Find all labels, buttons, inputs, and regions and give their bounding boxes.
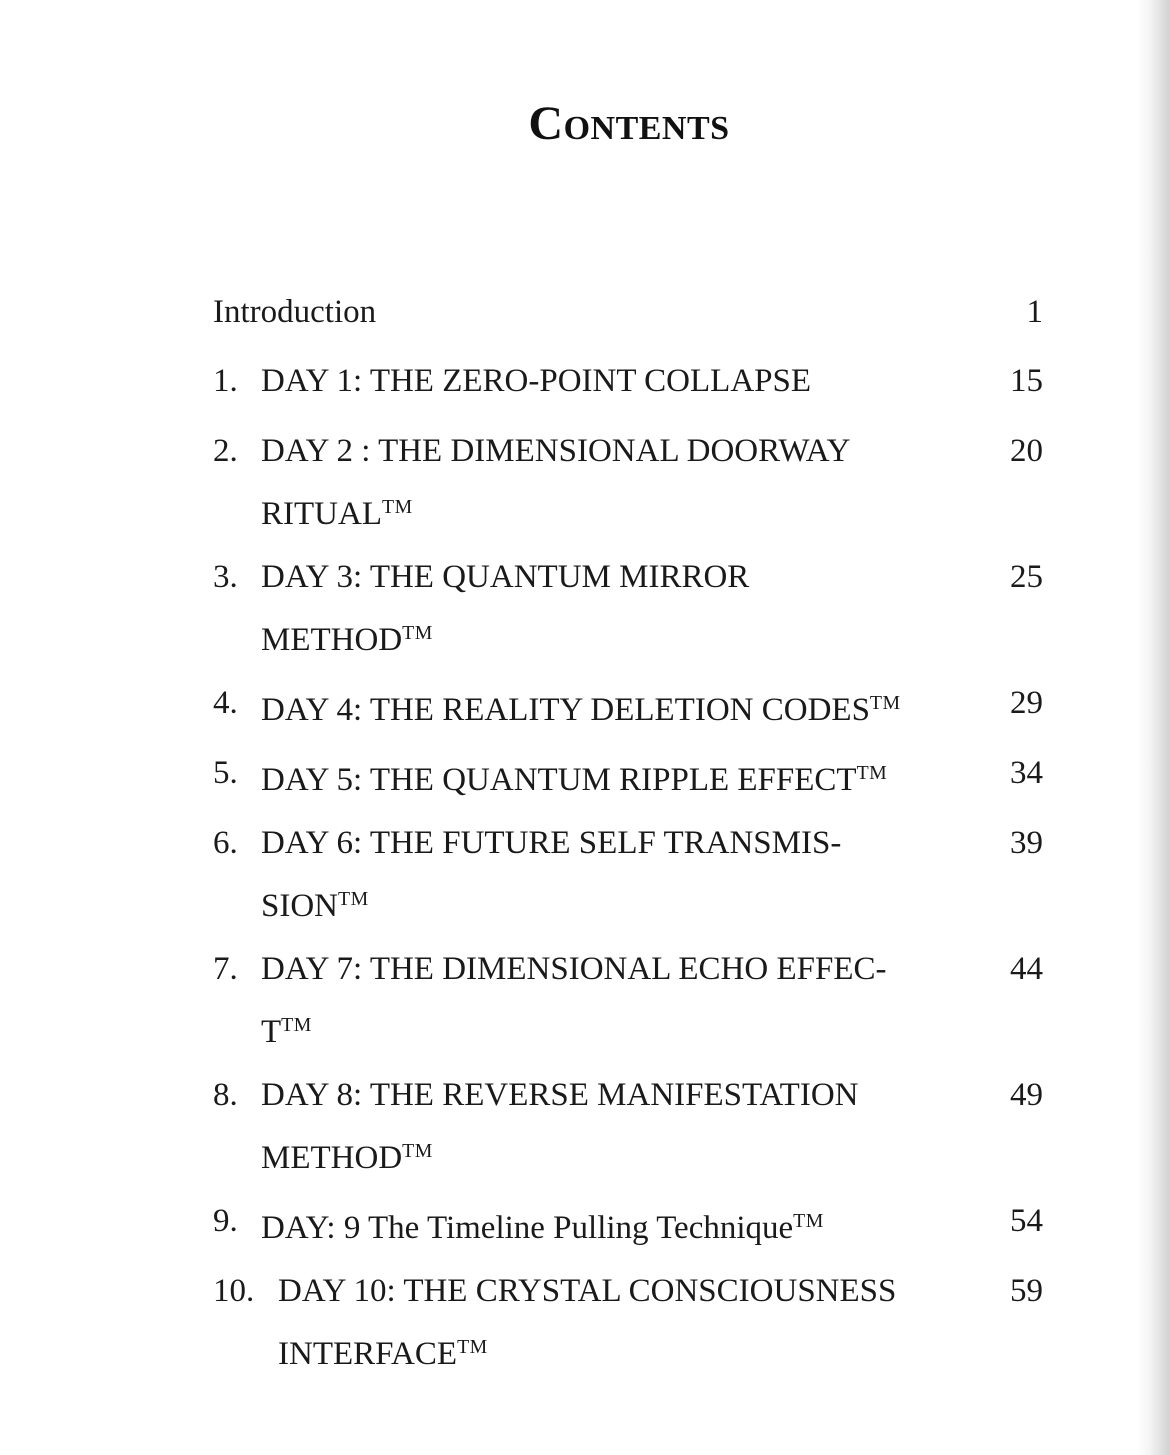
toc-entry-page-number: 25 bbox=[1010, 559, 1043, 595]
toc-entry-page-number: 15 bbox=[1010, 363, 1043, 399]
toc-entry-title: DAY 3: THE QUANTUM MIRROR METHOD™ bbox=[261, 559, 750, 658]
toc-entry-title: Introduction bbox=[213, 294, 377, 330]
toc-entry-number: 5. bbox=[213, 755, 238, 791]
trademark-symbol: TM bbox=[402, 1140, 433, 1162]
toc-entry-page-number: 34 bbox=[1010, 755, 1043, 791]
toc-entry-title: DAY 4: THE REALITY DELETION CODES™ bbox=[261, 691, 901, 728]
trademark-symbol: TM bbox=[869, 692, 901, 714]
toc-entry-title: DAY 10: THE CRYSTAL CONSCIOUSNESS INTERFACE™ bbox=[278, 1273, 897, 1372]
toc-entry-title: DAY 8: THE REVERSE MANIFESTATION METHOD™ bbox=[261, 1077, 859, 1176]
trademark-symbol: TM bbox=[381, 496, 413, 518]
toc-entry-page-number: 39 bbox=[1010, 825, 1043, 861]
trademark-symbol: TM bbox=[281, 1014, 312, 1036]
toc-entry-title: DAY 1: THE ZERO-POINT COLLAPSE bbox=[261, 363, 812, 399]
toc-entry-page-number: 20 bbox=[1010, 433, 1043, 469]
toc-entry-page-number: 59 bbox=[1010, 1273, 1043, 1309]
toc-entry-number: 10. bbox=[213, 1273, 255, 1309]
toc-entry-number: 9. bbox=[213, 1203, 238, 1239]
toc-entry-number: 4. bbox=[213, 685, 238, 721]
toc-entry-number: 8. bbox=[213, 1077, 238, 1113]
toc-entry-page-number: 54 bbox=[1010, 1203, 1043, 1239]
toc-entry-title: DAY 7: THE DIMENSIONAL ECHO EFFEC- T™ bbox=[261, 951, 887, 1050]
trademark-symbol: TM bbox=[457, 1336, 488, 1358]
trademark-symbol: TM bbox=[793, 1210, 824, 1232]
trademark-symbol: TM bbox=[856, 762, 888, 784]
page-edge-shadow bbox=[1136, 0, 1170, 1455]
toc-entry-number: 1. bbox=[213, 363, 238, 399]
trademark-symbol: TM bbox=[402, 622, 433, 644]
toc-entry-title: DAY 6: THE FUTURE SELF TRANSMIS- SION™ bbox=[261, 825, 842, 924]
toc-entry-number: 3. bbox=[213, 559, 238, 595]
toc-entry-title: DAY 2 : THE DIMENSIONAL DOORWAY RITUAL™ bbox=[261, 433, 851, 532]
toc-entry-page-number: 49 bbox=[1010, 1077, 1043, 1113]
trademark-symbol: TM bbox=[338, 888, 369, 910]
toc-entry-number: 2. bbox=[213, 433, 238, 469]
toc-entry-title: DAY: 9 The Timeline Pulling Technique™ bbox=[261, 1209, 824, 1246]
toc-entry-title: DAY 5: THE QUANTUM RIPPLE EFFECT™ bbox=[261, 761, 888, 798]
toc-entry-page-number: 1 bbox=[1026, 294, 1043, 330]
toc-entry-number: 7. bbox=[213, 951, 238, 987]
page-title: Contents bbox=[528, 97, 730, 150]
toc-entry-page-number: 44 bbox=[1010, 951, 1043, 987]
toc-entry-page-number: 29 bbox=[1010, 685, 1043, 721]
toc-entry-number: 6. bbox=[213, 825, 238, 861]
